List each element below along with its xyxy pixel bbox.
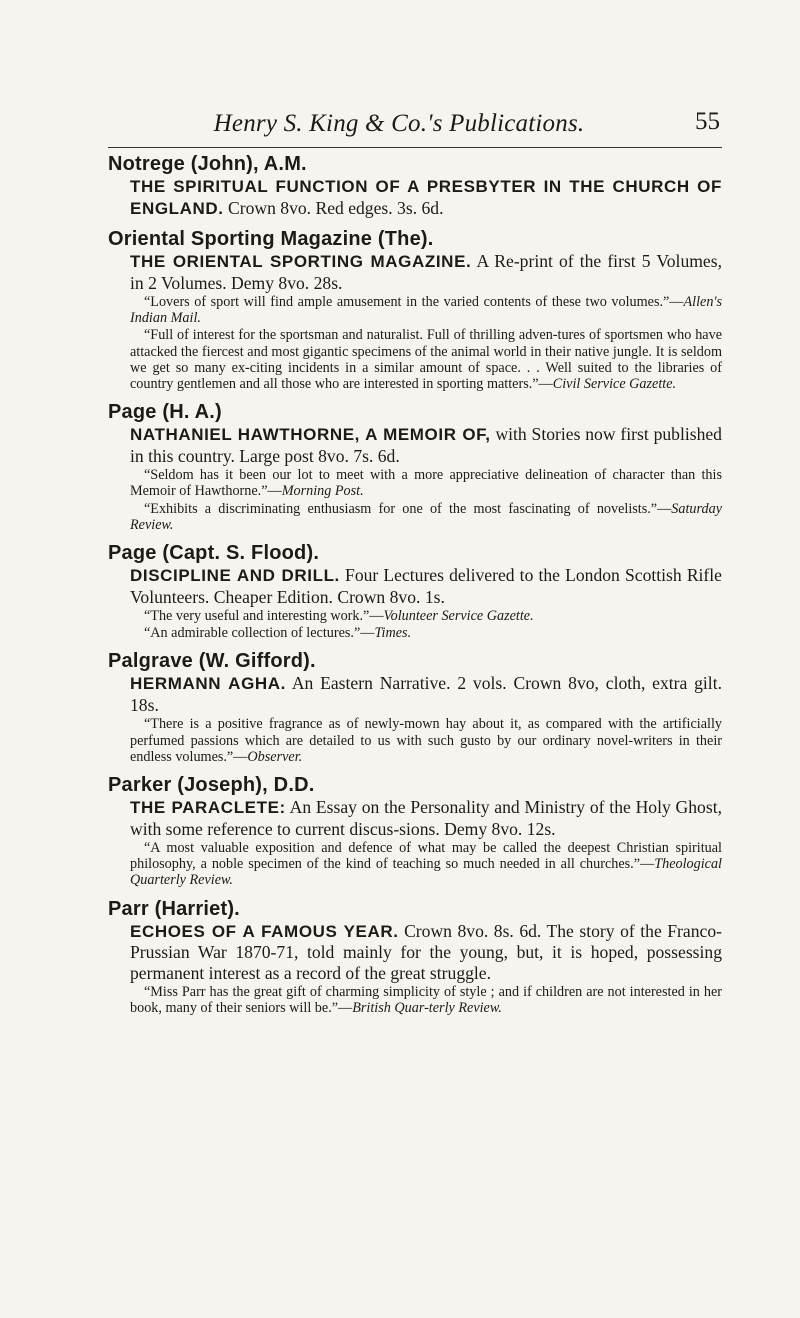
quote-text: “Miss Parr has the great gift of charming simplicity of style ; and if children are not interested in her book, many of their seniors will be.”—: [130, 984, 722, 1017]
entry-book-title: THE PARACLETE:: [130, 798, 286, 818]
header-rule: [108, 147, 722, 148]
quote-text: “Exhibits a discriminating enthusiasm for one of the most fascinating of novelists.”—: [144, 500, 672, 517]
quote-source: Theological Quarterly Review.: [130, 856, 722, 889]
entry-description: [130, 921, 722, 984]
entry-details: Four Lectures delivered to the London Scottish Rifle Volunteers. Cheaper Edition. Crown 8vo. 1s.: [130, 565, 722, 607]
catalogue-entry: [108, 897, 722, 1017]
quote-text: “Full of interest for the sportsman and naturalist. Full of thrilling adven-tures of sportsmen who have attacked the fiercest and most gigantic specimens of the animal world in their native jungle. It is seldom we get so many ex-citing incidents in a similar amount of space. . . Well suited to the libraries of country gentlemen and all those who are interested in sporting matters.”—: [130, 327, 722, 393]
entry-details: Crown 8vo. 8s. 6d. The story of the Franco-Prussian War 1870-71, told mainly for the young, but, it is hoped, possessing permanent interest as a record of the great struggle.: [130, 920, 722, 983]
entry-author: Page (H. A.): [108, 401, 222, 424]
catalogue-entry: [108, 152, 722, 219]
entry-author: Parr (Harriet).: [108, 897, 240, 920]
entry-details: Crown 8vo. Red edges. 3s. 6d.: [227, 197, 444, 218]
quote-source: British Quar-terly Review.: [352, 1000, 502, 1017]
review-quote: [130, 716, 722, 765]
page-header: [108, 100, 720, 142]
quote-source: Civil Service Gazette.: [552, 376, 677, 393]
catalogue-entry: [108, 649, 722, 765]
entry-book-title: DISCIPLINE AND DRILL.: [130, 566, 340, 586]
quote-source: Observer.: [247, 748, 303, 765]
review-quote: [130, 467, 722, 499]
entry-description: [130, 424, 722, 466]
entry-description: [130, 797, 722, 839]
entry-book-title: THE ORIENTAL SPORTING MAGAZINE.: [130, 252, 472, 271]
quote-text: “A most valuable exposition and defence of what may be called the deepest Christian spiritual philosophy, a noble specimen of the kind of teaching so much needed in all churches.”—: [130, 840, 722, 873]
review-quote: [130, 608, 722, 624]
entry-author: Parker (Joseph), D.D.: [108, 774, 315, 797]
quote-text: “Seldom has it been our lot to meet with a more appreciative delineation of character than this Memoir of Hawthorne.”—: [130, 467, 722, 500]
quote-text: “An admirable collection of lectures.”—: [144, 625, 375, 642]
quote-source: Allen's Indian Mail.: [130, 294, 722, 327]
entry-details: A Re-print of the first 5 Volumes, in 2 Volumes. Demy 8vo. 28s.: [130, 251, 722, 293]
entry-description: [130, 673, 722, 715]
entry-details: with Stories now first published in this country. Large post 8vo. 7s. 6d.: [130, 424, 722, 466]
entry-description: [130, 565, 722, 607]
quote-source: Morning Post.: [281, 483, 364, 500]
quote-text: “The very useful and interesting work.”—: [144, 608, 384, 625]
review-quote: [130, 625, 722, 641]
quote-text: “Lovers of sport will find ample amusement in the varied contents of these two volumes.”—: [144, 294, 684, 310]
review-quote: [130, 984, 722, 1016]
catalogue-entry: [108, 227, 722, 392]
catalogue-entry: [108, 541, 722, 641]
entry-author: Notrege (John), A.M.: [108, 153, 307, 175]
running-title: Henry S. King & Co.'s Publications.: [213, 110, 585, 137]
entry-book-title: HERMANN AGHA.: [130, 674, 286, 694]
catalogue-entry: [108, 773, 722, 889]
catalogue-entries: [108, 152, 722, 1025]
page-number: 55: [695, 108, 720, 135]
entry-details: An Essay on the Personality and Ministry of the Holy Ghost, with some reference to current discus-sions. Demy 8vo. 12s.: [130, 797, 722, 839]
entry-author: Palgrave (W. Gifford).: [108, 650, 316, 673]
review-quote: [130, 501, 722, 533]
quote-source: Times.: [374, 625, 412, 642]
entry-book-title: THE SPIRITUAL FUNCTION OF A PRESBYTER IN THE CHURCH OF ENGLAND.: [130, 177, 722, 218]
catalogue-entry: [108, 400, 722, 533]
review-quote: [130, 327, 722, 392]
entry-description: [130, 251, 722, 293]
review-quote: [130, 840, 722, 889]
entry-author: Page (Capt. S. Flood).: [108, 542, 320, 565]
entry-book-title: ECHOES OF A FAMOUS YEAR.: [130, 921, 399, 941]
review-quote: [130, 294, 722, 326]
quote-text: “There is a positive fragrance as of newly-mown hay about it, as compared with the artificially perfumed passions which are detailed to us with such gusto by our ordinary novel-writers in their endless volumes.”—: [130, 716, 722, 765]
quote-source: Saturday Review.: [130, 500, 722, 533]
quote-source: Volunteer Service Gazette.: [383, 608, 534, 625]
entry-details: An Eastern Narrative. 2 vols. Crown 8vo, cloth, extra gilt. 18s.: [130, 673, 722, 715]
entry-author: Oriental Sporting Magazine (The).: [108, 228, 434, 250]
entry-description: [130, 176, 722, 219]
entry-book-title: NATHANIEL HAWTHORNE, A MEMOIR OF,: [130, 425, 491, 445]
